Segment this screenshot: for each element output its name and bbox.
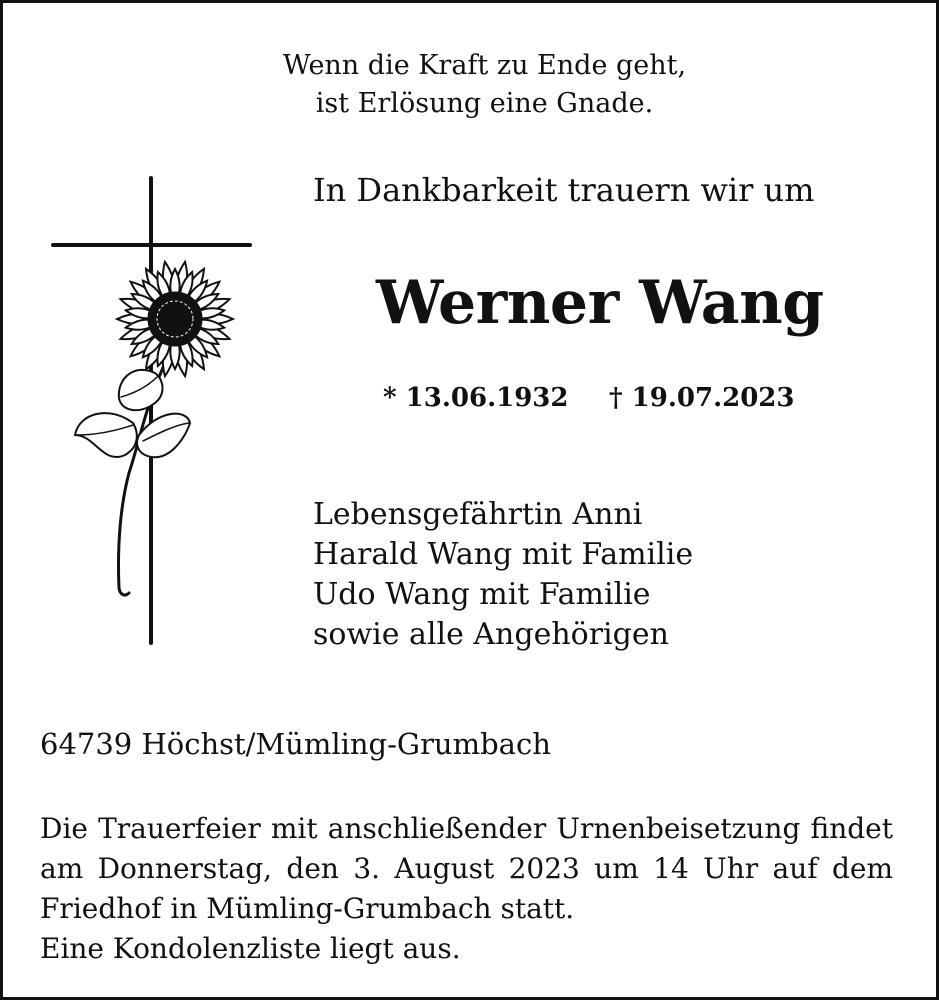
motto	[3, 47, 936, 123]
death-date: † 19.07.2023	[609, 383, 795, 413]
notice-line: Friedhof in Mümling-Grumbach statt.	[40, 892, 575, 925]
motto-line-2: ist Erlösung eine Gnade.	[315, 88, 654, 119]
mourner-line: sowie alle Angehörigen	[313, 617, 669, 652]
birth-date: * 13.06.1932	[383, 383, 569, 413]
cross-with-sunflower-icon	[47, 173, 257, 653]
funeral-notice	[40, 809, 893, 969]
notice-line: am Donnerstag, den 3. August 2023 um 14 Uhr auf dem	[40, 852, 893, 885]
motto-line-1: Wenn die Kraft zu Ende geht,	[282, 50, 687, 81]
mourner-line: Harald Wang mit Familie	[313, 537, 694, 572]
place-line: 64739 Höchst/Mümling-Grumbach	[40, 727, 551, 761]
mourners-list	[313, 495, 693, 655]
deceased-name: Werner Wang	[376, 268, 824, 338]
intro-line: In Dankbarkeit trauern wir um	[313, 171, 815, 209]
mourner-line: Lebensgefährtin Anni	[313, 497, 643, 532]
notice-line: Eine Kondolenzliste liegt aus.	[40, 932, 461, 965]
notice-line: Die Trauerfeier mit anschließender Urnenbeisetzung findet	[40, 812, 893, 845]
mourner-line: Udo Wang mit Familie	[313, 577, 651, 612]
